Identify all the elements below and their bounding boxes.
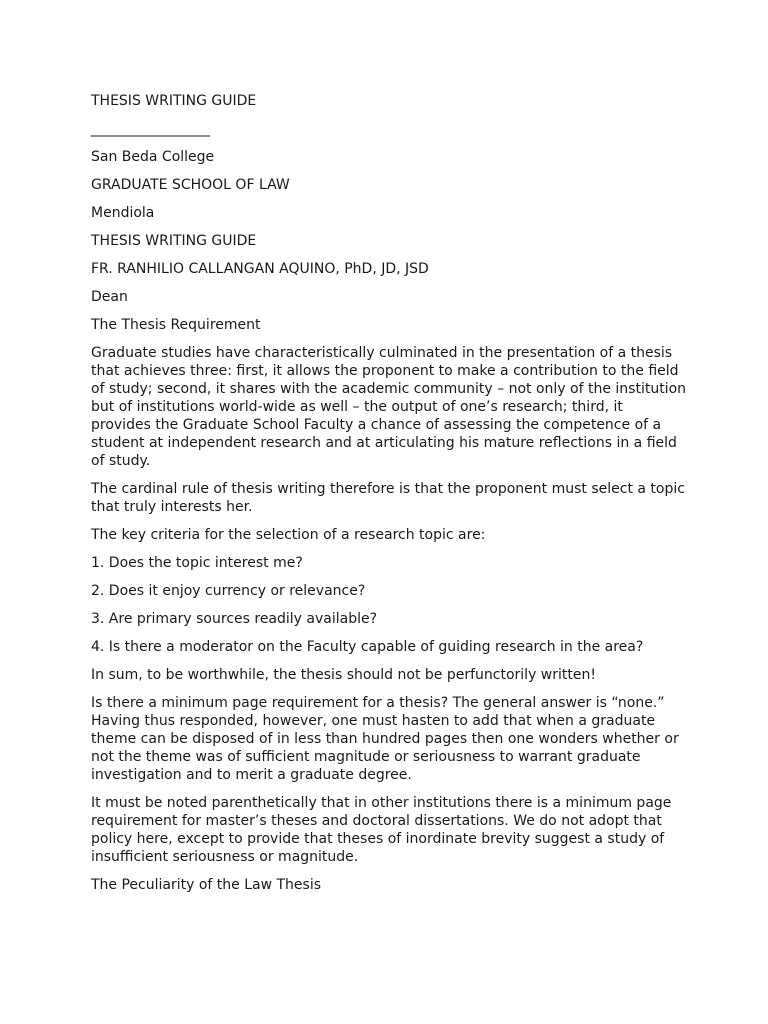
criteria-item: 4. Is there a moderator on the Faculty capable of guiding research in the area?	[91, 639, 644, 655]
paragraph-line: The cardinal rule of thesis writing therefore is that the proponent must select a topic	[91, 481, 685, 497]
title-rule: _________________	[91, 121, 210, 137]
paragraph-line: investigation and to merit a graduate degree.	[91, 767, 412, 783]
criteria-item: 1. Does the topic interest me?	[91, 555, 303, 571]
paragraph-graduate-studies	[91, 344, 691, 470]
paragraph-parenthetical-note	[91, 794, 691, 866]
paragraph-minimum-page	[91, 694, 691, 784]
document-page	[91, 92, 691, 904]
paragraph-line: that achieves three: first, it allows the proponent to make a contribution to the field	[91, 363, 679, 379]
paragraph-line: Graduate studies have characteristically culminated in the presentation of a thesis	[91, 345, 673, 361]
criteria-intro: The key criteria for the selection of a research topic are:	[91, 527, 486, 543]
document-subtitle: THESIS WRITING GUIDE	[91, 233, 257, 249]
author-name: FR. RANHILIO CALLANGAN AQUINO, PhD, JD, JSD	[91, 261, 429, 277]
paragraph-line: theme can be disposed of in less than hundred pages then one wonders whether or	[91, 731, 679, 747]
paragraph-line: student at independent research and at articulating his mature reflections in a field	[91, 435, 677, 451]
paragraph-line: of study; second, it shares with the academic community – not only of the institution	[91, 381, 687, 397]
paragraph-line: policy here, except to provide that theses of inordinate brevity suggest a study of	[91, 831, 665, 847]
criteria-item: 2. Does it enjoy currency or relevance?	[91, 583, 366, 599]
paragraph-line: that truly interests her.	[91, 499, 253, 515]
paragraph-line: It must be noted parenthetically that in other institutions there is a minimum page	[91, 795, 672, 811]
author-role: Dean	[91, 289, 128, 305]
paragraph-line: Having thus responded, however, one must hasten to add that when a graduate	[91, 713, 656, 729]
criteria-item: 3. Are primary sources readily available?	[91, 611, 378, 627]
paragraph-line: of study.	[91, 453, 151, 469]
summary-sentence: In sum, to be worthwhile, the thesis should not be perfunctorily written!	[91, 667, 596, 683]
document-title: THESIS WRITING GUIDE	[91, 93, 257, 109]
college-name: San Beda College	[91, 149, 215, 165]
paragraph-cardinal-rule	[91, 480, 691, 516]
paragraph-line: provides the Graduate School Faculty a chance of assessing the competence of a	[91, 417, 662, 433]
paragraph-line: but of institutions world-wide as well – the output of one’s research; third, it	[91, 399, 623, 415]
paragraph-line: requirement for master’s theses and doctoral dissertations. We do not adopt that	[91, 813, 662, 829]
paragraph-line: insufficient seriousness or magnitude.	[91, 849, 359, 865]
section-heading-thesis-requirement: The Thesis Requirement	[91, 317, 261, 333]
paragraph-line: Is there a minimum page requirement for a thesis? The general answer is “none.”	[91, 695, 665, 711]
location: Mendiola	[91, 205, 155, 221]
paragraph-line: not the theme was of sufficient magnitude or seriousness to warrant graduate	[91, 749, 641, 765]
school-name: GRADUATE SCHOOL OF LAW	[91, 177, 290, 193]
section-heading-law-thesis: The Peculiarity of the Law Thesis	[91, 877, 322, 893]
